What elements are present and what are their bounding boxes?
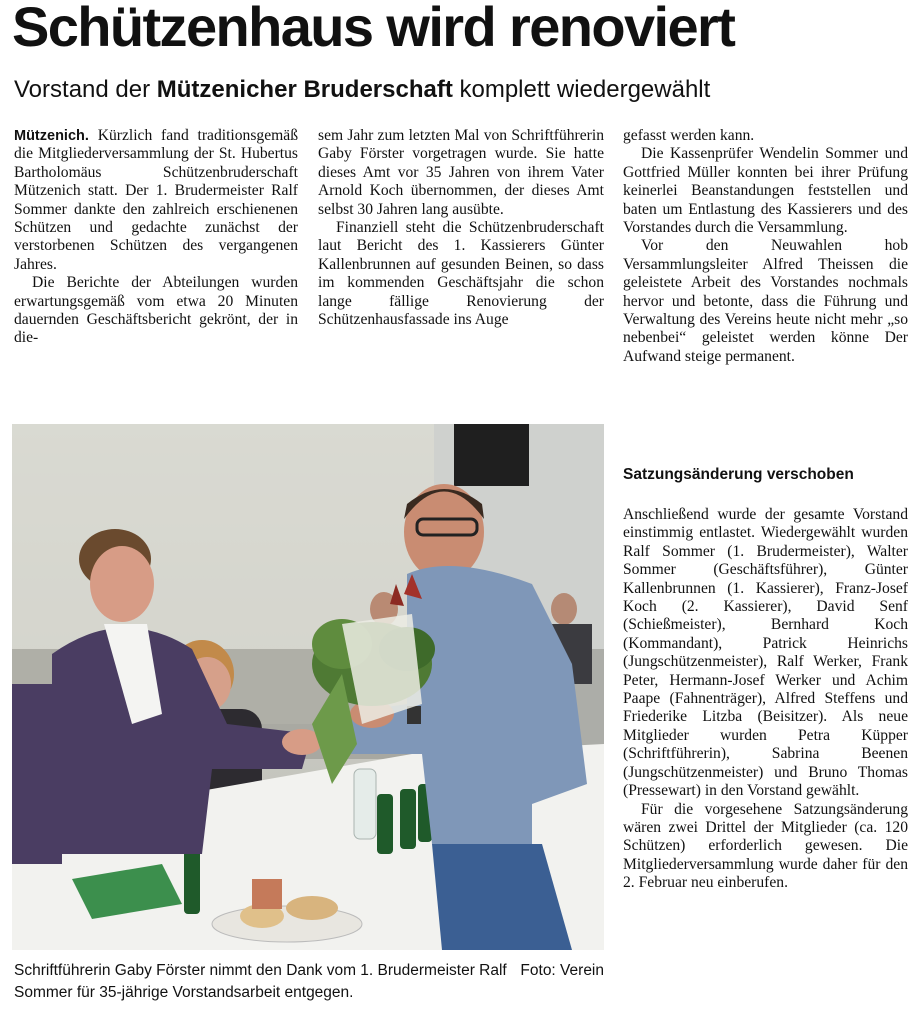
caption-text: Schriftführerin Gaby Förster nimmt den Dank vom 1. Brudermeister Ralf Sommer für 35-jährige Vorstandsarbeit entgegen.: [14, 962, 507, 1001]
bread-roll-2: [286, 896, 338, 920]
article-column-1: [14, 127, 298, 348]
bottle-2: [400, 789, 416, 849]
subheadline: [14, 76, 914, 104]
headline: Schützenhaus wird renoviert: [12, 0, 735, 58]
article-column-2: [318, 127, 604, 329]
water-bottle: [354, 769, 376, 839]
paragraph-5: Vor den Neuwahlen hob Versammlungsleiter Alfred Theissen die geleistete Arbeit des Vorstandes nochmals hervor und betonte, dass die Führung und Verwaltung des Vereins heute nicht mehr „so nebenbei“ geleistet werden könne Der Aufwand steige permanent.: [623, 237, 908, 365]
dateline: Mützenich.: [14, 128, 89, 144]
article-column-3: [623, 127, 908, 366]
woman-face: [90, 546, 154, 622]
paragraph-4: Die Kassenprüfer Wendelin Sommer und Gottfried Müller konnten bei ihrer Prüfung keinerlei Beanstandungen feststellen und baten um Entlastung des Kassierers und des Vorstandes durch die Versammlung.: [623, 145, 908, 237]
man-watch: [407, 706, 421, 724]
bg-person-2: [551, 593, 577, 625]
bottle-1: [377, 794, 393, 854]
paragraph-2: Die Berichte der Abteilungen wurden erwartungsgemäß vom etwa 20 Minuten dauernden Geschäftsbericht gekrönt, der in die-: [14, 274, 298, 347]
paragraph-3-continued: gefasst werden kann.: [623, 127, 755, 144]
section-heading: Satzungsänderung verschoben: [623, 466, 854, 483]
article-column-3-lower: [623, 506, 908, 893]
subhead-post: komplett wiedergewählt: [452, 76, 711, 103]
photo-credit: Foto: Verein: [520, 962, 604, 979]
bread-plate: [212, 906, 362, 942]
subhead-pre: Vorstand der: [14, 76, 157, 103]
food-item: [252, 879, 282, 909]
paragraph-6: Anschließend wurde der gesamte Vorstand einstimmig entlastet. Wiedergewählt wurden Ralf Sommer (1. Brudermeister), Walter Sommer (Geschäftsführer), Günter Kallenbrunnen (1. Kassierer), Franz-Josef Koch (2. Kassierer), David Senf (Schießmeister), Bernhard Koch (Kommandant), Patrick Heinrichs (Jungschützenmeister), Ralf Werker, Frank Peter, Hermann-Josef Werker und Achim Paape (Fahnenträger), Alfred Steffens und Friederike Litzba (Beisitzer). Als neue Mitglieder wurden Petra Küpper (Schriftführerin), Sabrina Beenen (Jungschützenmeister) und Bruno Thomas (Pressewart) in den Vorstand gewählt.: [623, 506, 908, 800]
paragraph-3: Finanziell steht die Schützenbruderschaft laut Bericht des 1. Kassierers Günter Kallenbrunnen auf gesunden Beinen, so dass im kommenden Geschäftsjahr die schon lange fällige Renovierung der Schützenhausfassade ins Auge: [318, 219, 604, 329]
paragraph-1: [14, 127, 298, 274]
paragraph-1-text: Kürzlich fand traditionsgemäß die Mitgliederversammlung der St. Hubertus Bartholomäus Schützenbruderschaft Mützenich statt. Der 1. Brudermeister Ralf Sommer dankte den zahlreich erschienenen Schützen und gedachte zunächst der verstorbenen Schützen des vergangenen Jahres.: [14, 127, 298, 273]
article-photo: [12, 424, 604, 950]
woman-cardigan-left: [12, 684, 62, 864]
paragraph-2-continued: sem Jahr zum letzten Mal von Schriftführerin Gaby Förster vorgetragen wurde. Sie hatte dieses Amt vor 35 Jahren von ihrem Vater Arnold Koch übernommen, der dieses Amt selbst 30 Jahren lang ausübte.: [318, 127, 604, 218]
photo-illustration: [12, 424, 604, 950]
photo-caption: [14, 960, 604, 1004]
subhead-bold: Mützenicher Bruderschaft: [156, 76, 453, 103]
speaker-box: [454, 424, 529, 486]
paragraph-7: Für die vorgesehene Satzungsänderung wären zwei Drittel der Mitglieder (ca. 120 Schützen) erforderlich gewesen. Die Mitgliederversammlung wurde daher für den 2. Februar neu einberufen.: [623, 800, 908, 892]
